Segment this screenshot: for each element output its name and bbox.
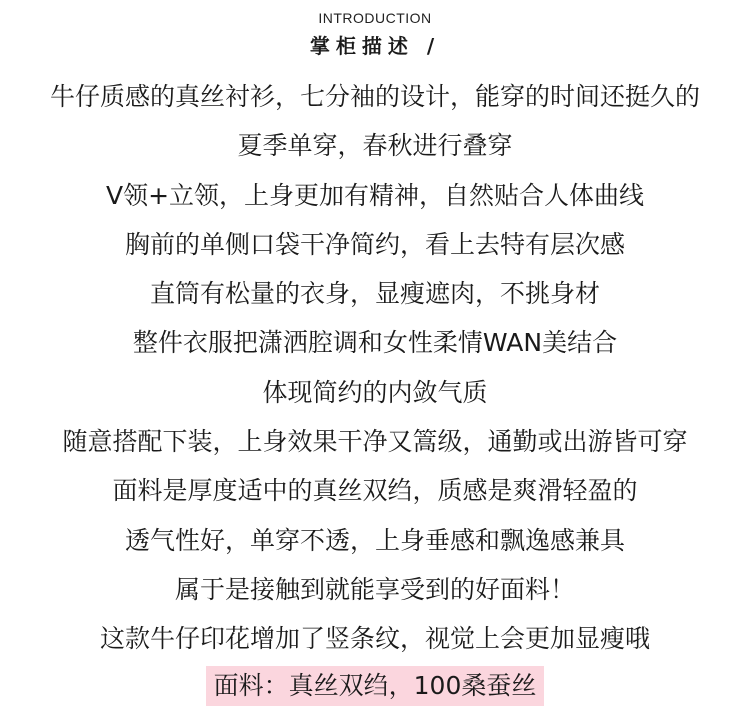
description-list [0,72,750,664]
description-line: 这款牛仔印花增加了竖条纹，视觉上会更加显瘦哦 [99,624,650,654]
description-line: 面料是厚度适中的真丝双绉，质感是爽滑轻盈的 [112,476,638,506]
description-line: 夏季单穿，春秋进行叠穿 [237,131,513,161]
description-line: 透气性好，单穿不透，上身垂感和飘逸感兼具 [124,525,625,555]
description-line: 整件衣服把潇洒腔调和女性柔情WAN美结合 [132,328,618,358]
description-line: 直筒有松量的衣身，显瘦遮肉，不挑身材 [149,279,600,309]
description-line: 牛仔质感的真丝衬衫，七分袖的设计，能穿的时间还挺久的 [49,82,700,111]
intro-heading: INTRODUCTION [318,10,432,26]
shopkeeper-description-title: 掌柜描述 / [309,34,441,58]
description-line: 随意搭配下装，上身效果干净又篙级，通勤或出游皆可穿 [62,427,688,457]
description-line: V领+立领，上身更加有精神，自然贴合人体曲线 [105,180,645,210]
description-line: 体现简约的内敛气质 [262,377,488,407]
fabric-highlight-row [0,666,750,706]
description-line: 胸前的单侧口袋干净简约，看上去特有层次感 [124,229,625,259]
description-line: 属于是接触到就能享受到的好面料！ [174,574,575,604]
fabric-highlight: 面料：真丝双绉，100桑蚕丝 [206,666,545,706]
